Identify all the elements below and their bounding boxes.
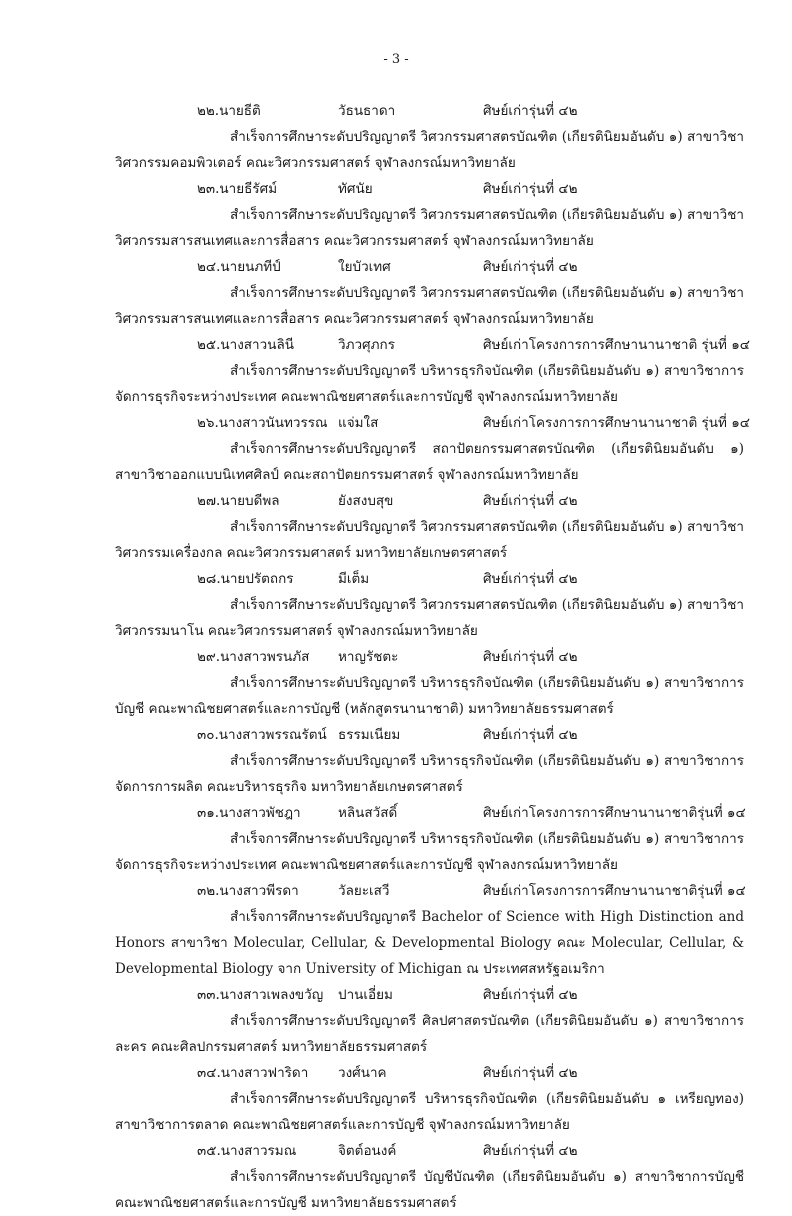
entry-header bbox=[0, 878, 792, 904]
graduate-entry bbox=[0, 722, 792, 800]
graduate-entry bbox=[0, 566, 792, 644]
entry-cohort: ศิษย์เก่ารุ่นที่ ๔๒ bbox=[483, 987, 578, 1003]
entry-header bbox=[0, 982, 792, 1008]
entry-surname: ใยบัวเทศ bbox=[338, 259, 391, 275]
entry-header bbox=[0, 332, 792, 358]
graduate-entry bbox=[0, 878, 792, 982]
entry-cohort: ศิษย์เก่ารุ่นที่ ๔๒ bbox=[483, 1143, 578, 1159]
entry-cohort: ศิษย์เก่ารุ่นที่ ๔๒ bbox=[483, 493, 578, 509]
entry-header bbox=[0, 488, 792, 514]
entry-cohort: ศิษย์เก่าโครงการการศึกษานานาชาติ รุ่นที่ ๑๔ bbox=[483, 337, 750, 353]
graduate-entry bbox=[0, 254, 792, 332]
entry-surname: มีเต็ม bbox=[338, 571, 370, 587]
entry-surname: วิภวศุภกร bbox=[338, 337, 395, 353]
entry-detail: สำเร็จการศึกษาระดับปริญญาตรี สถาปัตยกรรมศาสตรบัณฑิต (เกียรตินิยมอันดับ ๑) สาขาวิชาออกแบบนิเทศศิลป์ คณะสถาปัตยกรรมศาสตร์ จุฬาลงกรณ์มหาวิทยาลัย bbox=[115, 441, 744, 483]
entry-number-name: ๓๒.นางสาวพีรดา bbox=[197, 883, 299, 899]
entry-surname: แจ่มใส bbox=[338, 415, 379, 431]
graduate-list bbox=[0, 98, 792, 1216]
graduate-entry bbox=[0, 800, 792, 878]
entry-number-name: ๒๙.นางสาวพรนภัส bbox=[197, 649, 310, 665]
entry-number-name: ๓๓.นางสาวเพลงขวัญ bbox=[197, 987, 324, 1003]
entry-cohort: ศิษย์เก่ารุ่นที่ ๔๒ bbox=[483, 181, 578, 197]
entry-detail: สำเร็จการศึกษาระดับปริญญาตรี วิศวกรรมศาสตรบัณฑิต (เกียรตินิยมอันดับ ๑) สาขาวิชาวิศวกรรมสารสนเทศและการสื่อสาร คณะวิศวกรรมศาสตร์ จุฬาลงกรณ์มหาวิทยาลัย bbox=[115, 285, 744, 327]
entry-surname: หลินสวัสดิ์ bbox=[338, 805, 398, 821]
graduate-entry bbox=[0, 98, 792, 176]
graduate-entry bbox=[0, 982, 792, 1060]
entry-number-name: ๒๓.นายธีรัศม์ bbox=[197, 181, 278, 197]
entry-header bbox=[0, 722, 792, 748]
page-number: - 3 - bbox=[383, 52, 409, 67]
entry-detail: สำเร็จการศึกษาระดับปริญญาตรี บริหารธุรกิจบัณฑิต (เกียรตินิยมอันดับ ๑) สาขาวิชาการบัญชี คณะพาณิชยศาสตร์และการบัญชี (หลักสูตรนานาชาติ) มหาวิทยาลัยธรรมศาสตร์ bbox=[115, 675, 744, 717]
entry-header bbox=[0, 410, 792, 436]
entry-header bbox=[0, 254, 792, 280]
entry-cohort: ศิษย์เก่าโครงการการศึกษานานาชาติรุ่นที่ ๑๔ bbox=[483, 883, 746, 899]
entry-detail: สำเร็จการศึกษาระดับปริญญาตรี ศิลปศาสตรบัณฑิต (เกียรตินิยมอันดับ ๑) สาขาวิชาการละคร คณะศิลปกรรมศาสตร์ มหาวิทยาลัยธรรมศาสตร์ bbox=[115, 1013, 744, 1055]
entry-header bbox=[0, 566, 792, 592]
entry-cohort: ศิษย์เก่ารุ่นที่ ๔๒ bbox=[483, 571, 578, 587]
entry-cohort: ศิษย์เก่ารุ่นที่ ๔๒ bbox=[483, 103, 578, 119]
entry-header bbox=[0, 1138, 792, 1164]
entry-number-name: ๓๑.นางสาวพัชฎา bbox=[197, 805, 301, 821]
entry-cohort: ศิษย์เก่าโครงการการศึกษานานาชาติ รุ่นที่ ๑๔ bbox=[483, 415, 750, 431]
entry-detail: สำเร็จการศึกษาระดับปริญญาตรี Bachelor of Science with High Distinction and Honors สาขาวิชา Molecular, Cellular, & Developmental Biology คณะ Molecular, Cellular, & Developmental Biology จาก University of Michigan ณ ประเทศสหรัฐอเมริกา bbox=[115, 909, 744, 977]
graduate-entry bbox=[0, 644, 792, 722]
entry-number-name: ๒๕.นางสาวนลินี bbox=[197, 337, 294, 353]
entry-number-name: ๓๐.นางสาวพรรณรัตน์ bbox=[197, 727, 327, 743]
entry-header bbox=[0, 800, 792, 826]
entry-number-name: ๓๔.นางสาวฟาริดา bbox=[197, 1065, 309, 1081]
entry-number-name: ๒๗.นายบดีพล bbox=[197, 493, 280, 509]
entry-surname: ธรรมเนียม bbox=[338, 727, 401, 743]
entry-surname: ยังสงบสุข bbox=[338, 493, 394, 509]
entry-detail: สำเร็จการศึกษาระดับปริญญาตรี บัญชีบัณฑิต (เกียรตินิยมอันดับ ๑) สาขาวิชาการบัญชีคณะพาณิชยศาสตร์และการบัญชี มหาวิทยาลัยธรรมศาสตร์ bbox=[115, 1169, 744, 1211]
graduate-entry bbox=[0, 410, 792, 488]
entry-detail: สำเร็จการศึกษาระดับปริญญาตรี บริหารธุรกิจบัณฑิต (เกียรตินิยมอันดับ ๑ เหรียญทอง) สาขาวิชาการตลาด คณะพาณิชยศาสตร์และการบัญชี จุฬาลงกรณ์มหาวิทยาลัย bbox=[115, 1091, 744, 1133]
entry-cohort: ศิษย์เก่ารุ่นที่ ๔๒ bbox=[483, 649, 578, 665]
entry-surname: จิตต์อนงค์ bbox=[338, 1143, 397, 1159]
entry-header bbox=[0, 1060, 792, 1086]
entry-cohort: ศิษย์เก่ารุ่นที่ ๔๒ bbox=[483, 1065, 578, 1081]
graduate-entry bbox=[0, 1138, 792, 1216]
entry-header bbox=[0, 98, 792, 124]
entry-detail: สำเร็จการศึกษาระดับปริญญาตรี วิศวกรรมศาสตรบัณฑิต (เกียรตินิยมอันดับ ๑) สาขาวิชาวิศวกรรมคอมพิวเตอร์ คณะวิศวกรรมศาสตร์ จุฬาลงกรณ์มหาวิทยาลัย bbox=[115, 129, 744, 171]
entry-detail: สำเร็จการศึกษาระดับปริญญาตรี วิศวกรรมศาสตรบัณฑิต (เกียรตินิยมอันดับ ๑) สาขาวิชาวิศวกรรมสารสนเทศและการสื่อสาร คณะวิศวกรรมศาสตร์ จุฬาลงกรณ์มหาวิทยาลัย bbox=[115, 207, 744, 249]
entry-cohort: ศิษย์เก่ารุ่นที่ ๔๒ bbox=[483, 727, 578, 743]
entry-surname: หาญรัชตะ bbox=[338, 649, 399, 665]
entry-number-name: ๒๘.นายปรัตถกร bbox=[197, 571, 294, 587]
entry-number-name: ๓๕.นางสาวรมณ bbox=[197, 1143, 297, 1159]
entry-surname: วัลยะเสวี bbox=[338, 883, 390, 899]
entry-detail: สำเร็จการศึกษาระดับปริญญาตรี บริหารธุรกิจบัณฑิต (เกียรตินิยมอันดับ ๑) สาขาวิชาการจัดการการผลิต คณะบริหารธุรกิจ มหาวิทยาลัยเกษตรศาสตร์ bbox=[115, 753, 744, 795]
graduate-entry bbox=[0, 488, 792, 566]
entry-detail: สำเร็จการศึกษาระดับปริญญาตรี วิศวกรรมศาสตรบัณฑิต (เกียรตินิยมอันดับ ๑) สาขาวิชาวิศวกรรมนาโน คณะวิศวกรรมศาสตร์ จุฬาลงกรณ์มหาวิทยาลัย bbox=[115, 597, 744, 639]
entry-header bbox=[0, 176, 792, 202]
entry-detail: สำเร็จการศึกษาระดับปริญญาตรี วิศวกรรมศาสตรบัณฑิต (เกียรตินิยมอันดับ ๑) สาขาวิชาวิศวกรรมเครื่องกล คณะวิศวกรรมศาสตร์ มหาวิทยาลัยเกษตรศาสตร์ bbox=[115, 519, 744, 561]
entry-surname: ปานเอี่ยม bbox=[338, 987, 393, 1003]
graduate-entry bbox=[0, 332, 792, 410]
entry-detail: สำเร็จการศึกษาระดับปริญญาตรี บริหารธุรกิจบัณฑิต (เกียรตินิยมอันดับ ๑) สาขาวิชาการจัดการธุรกิจระหว่างประเทศ คณะพาณิชยศาสตร์และการบัญชี จุฬาลงกรณ์มหาวิทยาลัย bbox=[115, 831, 744, 873]
entry-cohort: ศิษย์เก่าโครงการการศึกษานานาชาติรุ่นที่ ๑๔ bbox=[483, 805, 746, 821]
entry-surname: วัธนธาดา bbox=[338, 103, 396, 119]
graduate-entry bbox=[0, 1060, 792, 1138]
graduate-entry bbox=[0, 176, 792, 254]
entry-number-name: ๒๒.นายธีติ bbox=[197, 103, 261, 119]
entry-number-name: ๒๖.นางสาวนันทวรรณ bbox=[197, 415, 328, 431]
entry-surname: วงศ์นาค bbox=[338, 1065, 387, 1081]
entry-detail: สำเร็จการศึกษาระดับปริญญาตรี บริหารธุรกิจบัณฑิต (เกียรตินิยมอันดับ ๑) สาขาวิชาการจัดการธุรกิจระหว่างประเทศ คณะพาณิชยศาสตร์และการบัญชี จุฬาลงกรณ์มหาวิทยาลัย bbox=[115, 363, 744, 405]
entry-number-name: ๒๔.นายนภทีป์ bbox=[197, 259, 281, 275]
entry-header bbox=[0, 644, 792, 670]
entry-surname: ทัศนัย bbox=[338, 181, 373, 197]
entry-cohort: ศิษย์เก่ารุ่นที่ ๔๒ bbox=[483, 259, 578, 275]
